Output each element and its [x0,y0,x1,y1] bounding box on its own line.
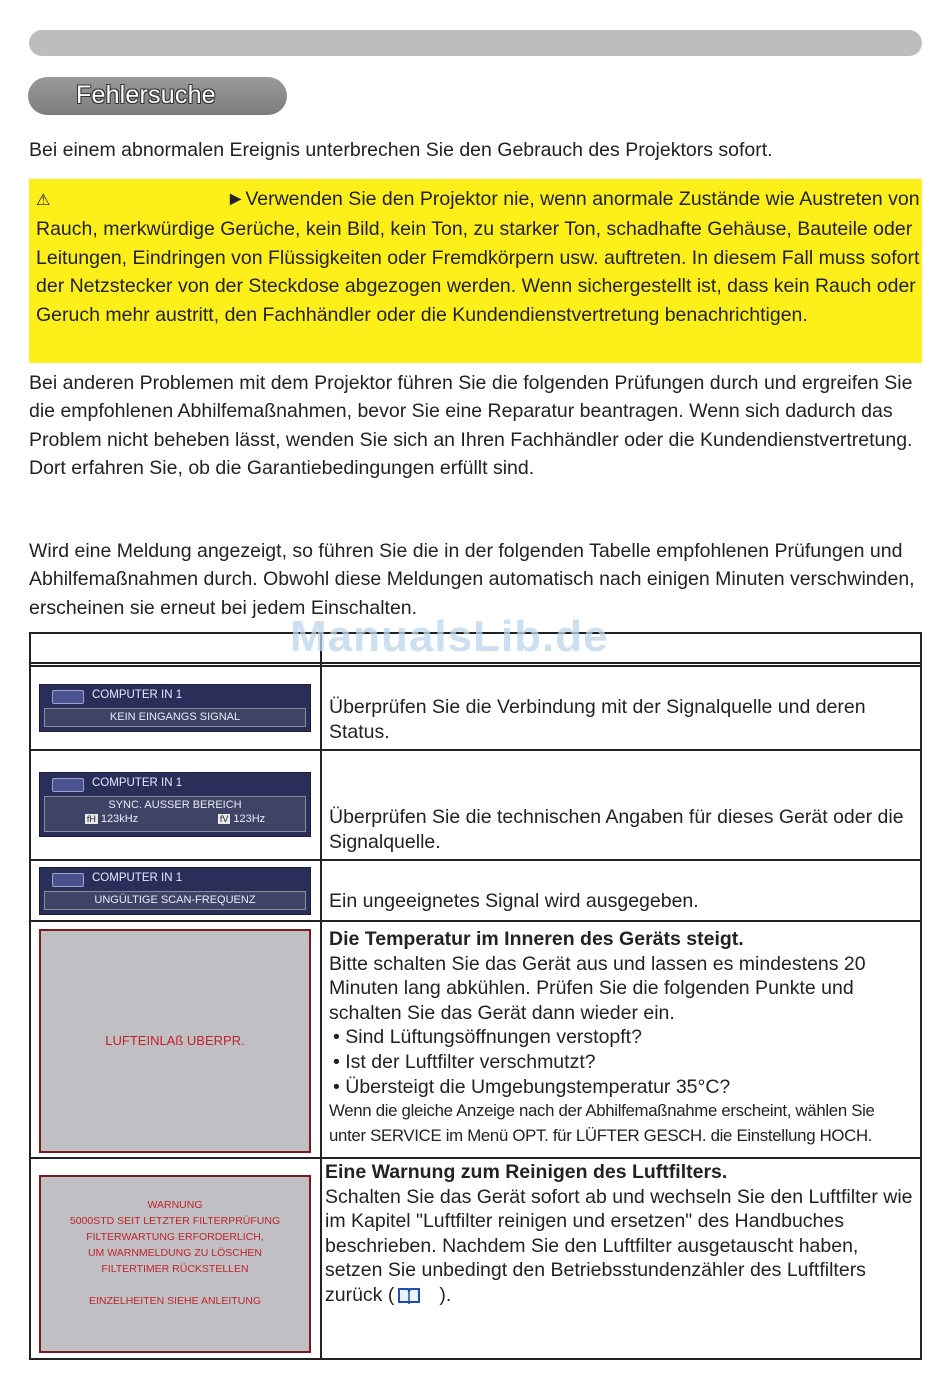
fv-icon: fV [219,814,229,824]
problems-paragraph: Bei anderen Problemen mit dem Projektor führen Sie die folgenden Prüfungen durch und ergreifen Sie die empfohlenen Abhilfemaßnahmen, bevor Sie eine Reparatur beantragen. Wenn sich dadurch das Problem nicht beheben lässt, wenden Sie sich an Ihren Fachhändler oder die Kundendienstvertretung. Dort erfahren Sie, ob die Garantiebedingungen erfüllt sind. [29,372,913,479]
screen-line: EINZELHEITEN SIEHE ANLEITUNG [88,1295,262,1307]
osd-no-signal [39,684,311,732]
osd-title: COMPUTER IN 1 [92,872,183,884]
warning-box [29,179,922,363]
bullet-item: • Sind Lüftungsöffnungen verstopft? [333,1026,642,1049]
table-header-cell-message [30,633,321,663]
screen-line: UM WARNMELDUNG ZU LÖSCHEN [87,1247,263,1259]
osd-title: COMPUTER IN 1 [92,777,183,789]
bullet-item: • Übersteigt die Umgebungstemperatur 35°C? [333,1075,731,1098]
remedy-text: Ein ungeeignetes Signal wird ausgegeben. [329,890,699,912]
osd-title: COMPUTER IN 1 [92,689,183,701]
remedy-heading: Die Temperatur im Inneren des Geräts steigt. [329,928,744,950]
osd-cell [30,750,321,860]
remedy-text: Bitte schalten Sie das Gerät aus und lassen es mindestens 20 Minuten lang abkühlen. Prüfen Sie die folgenden Punkte und schalten Sie das Gerät dann wieder ein. [329,952,866,1024]
warning-text-block [36,185,920,329]
remedy-content [322,1159,920,1311]
remedy-cell [321,666,921,750]
remedy-cell [321,860,921,921]
computer-input-icon [52,778,84,792]
screen-cell [30,1158,321,1359]
top-header-bar [29,30,922,56]
remedy-cell [321,921,921,1158]
filter-warning-screen [39,1175,311,1353]
screen-line: FILTERTIMER RÜCKSTELLEN [101,1263,249,1275]
air-intake-screen: LUFTEINLAß UBERPR. [39,929,311,1153]
remedy-note: Wenn die gleiche Anzeige nach der Abhilfemaßnahme erscheint, wählen Sie unter SERVICE im Menü OPT. für LÜFTER GESCH. die Einstellung HOCH. [329,1101,875,1145]
warning-text: Verwenden Sie den Projektor nie, wenn anormale Zustände wie Austreten von Rauch, merkwürdige Gerüche, kein Bild, kein Ton, zu starker Ton, schadhafte Gehäuse, Bauteile oder Leitungen, Eindringen von Flüssigkeiten oder Fremdkörpern usw. auftreten. In diesem Fall muss sofort der Netzstecker von der Steckdose abgezogen werden. Wenn sichergestellt ist, dass kein Rauch oder Geruch mehr austritt, den Fachhändler oder die Kundendienstvertretung benachrichtigen. [36,188,920,326]
screen-line: FILTERWARTUNG ERFORDERLICH, [86,1231,264,1243]
book-icon[interactable] [397,1286,421,1311]
table-row [30,860,921,921]
fv-value: 123Hz [233,813,266,825]
osd-cell [30,666,321,750]
warning-arrow-icon: ► [226,188,246,210]
table-row [30,666,921,750]
table-row [30,750,921,860]
watermark: ManualsLib.de [290,612,609,661]
remedy-heading: Eine Warnung zum Reinigen des Luftfilters. [325,1161,728,1183]
osd-message: SYNC. AUSSER BEREICH [108,799,242,811]
section-title-pill [28,77,287,115]
fh-value: 123kHz [100,813,139,825]
bullet-item: • Ist der Luftfilter verschmutzt? [333,1050,596,1073]
remedy-content [322,922,920,1148]
fh-icon: fH [86,814,96,824]
intro-paragraph: Bei einem abnormalen Ereignis unterbrechen Sie den Gebrauch des Projektors sofort. [29,139,773,161]
osd-message: KEIN EINGANGS SIGNAL [44,708,306,727]
osd-message-box [44,796,306,832]
computer-input-icon [52,873,84,887]
remedy-cell [321,750,921,860]
computer-input-icon [52,690,84,704]
warning-triangle-icon: ⚠ [36,192,51,209]
osd-invalid-scan [39,867,311,915]
screen-line: WARNUNG [147,1199,203,1211]
screen-cell [30,921,321,1158]
remedy-cell [321,1158,921,1359]
messages-paragraph: Wird eine Meldung angezeigt, so führen Sie die in der folgenden Tabelle empfohlenen Prüfungen und Abhilfemaßnahmen durch. Obwohl diese Meldungen automatisch nach einigen Minuten verschwinden, erscheinen sie erneut bei jedem Einschalten. [29,540,915,619]
osd-message: UNGÜLTIGE SCAN-FREQUENZ [44,891,306,910]
table-row [30,921,921,1158]
remedy-text: Überprüfen Sie die technischen Angaben für dieses Gerät oder die Signalquelle. [329,806,904,853]
osd-sync-out-of-range [39,772,311,837]
remedy-text-end: ). [439,1283,452,1306]
screen-line: 5000STD SEIT LETZTER FILTERPRÜFUNG [69,1215,281,1227]
table-row [30,1158,921,1359]
message-table [29,632,922,1360]
section-title: Fehlersuche [76,81,216,109]
remedy-text: Überprüfen Sie die Verbindung mit der Signalquelle und deren Status. [329,696,866,743]
osd-cell [30,860,321,921]
remedy-text: Schalten Sie das Gerät sofort ab und wechseln Sie den Luftfilter wie im Kapitel "Luftfilter reinigen und ersetzen" des Handbuches beschrieben. Nachdem Sie den Luftfilter ausgetauscht haben, setzen Sie unbedingt den Betriebsstundenzähler des Luftfilters zurück ( [325,1185,913,1306]
